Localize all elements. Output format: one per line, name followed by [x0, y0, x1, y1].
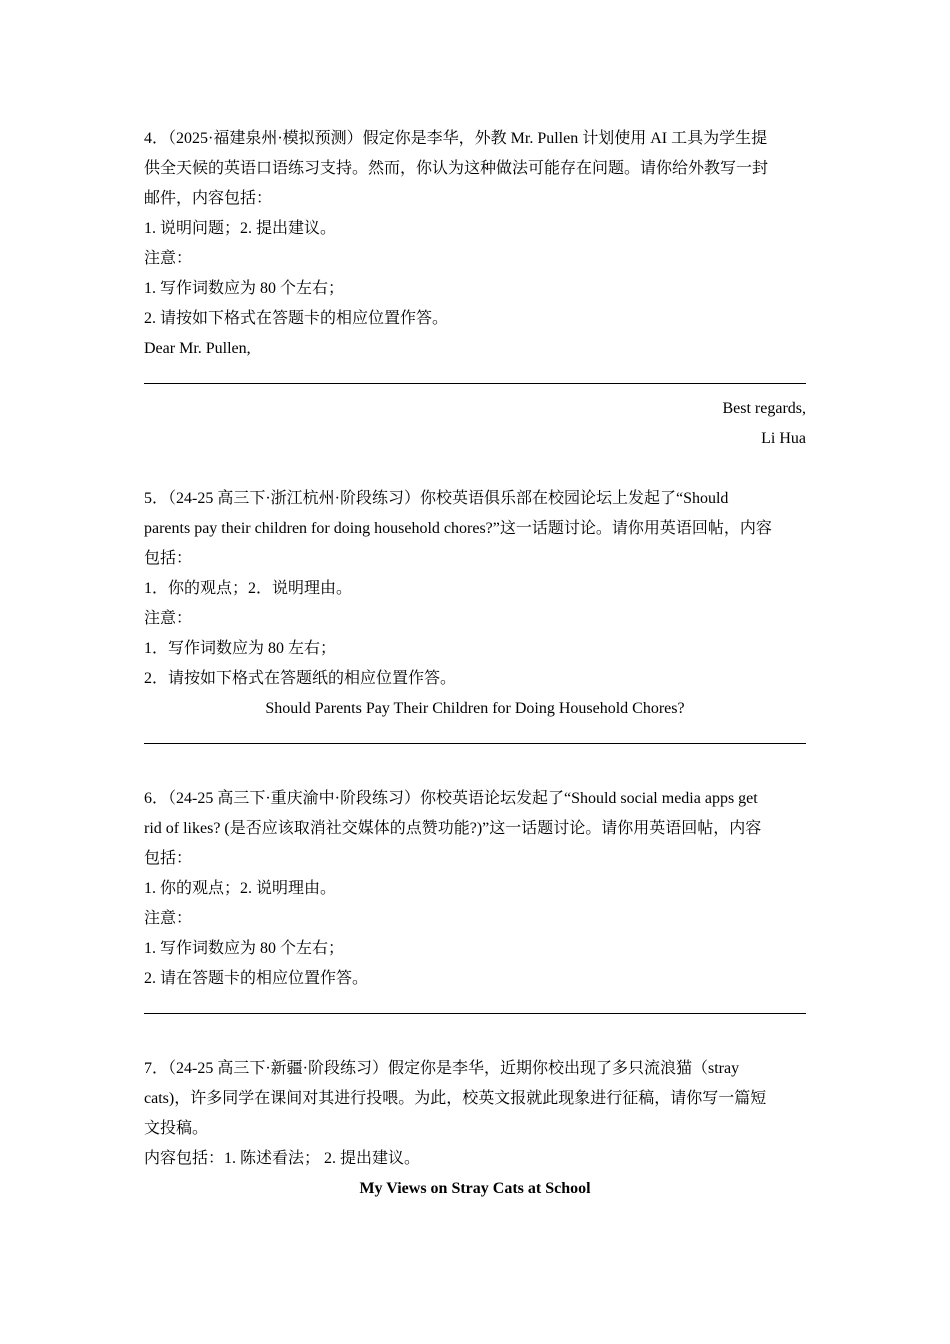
question-text-line: 1. 说明问题；2. 提出建议。: [144, 220, 337, 237]
closing: Best regards,: [722, 400, 806, 417]
question-text-line: 2. 请按如下格式在答题卡的相应位置作答。: [144, 310, 449, 327]
question-text-line: cats)，许多同学在课间对其进行投喂。为此，校英文报就此现象进行征稿，请你写一篇短: [144, 1090, 767, 1107]
question-text-line: 注意：: [144, 910, 193, 927]
question-text-line: 4．（2025·福建泉州·模拟预测）假定你是李华，外教 Mr. Pullen 计划使用 AI 工具为学生提: [144, 130, 768, 147]
question-text-line: 包括：: [144, 850, 193, 867]
question-text-line: 文投稿。: [144, 1120, 209, 1137]
question-text-line: 2．请按如下格式在答题纸的相应位置作答。: [144, 670, 457, 687]
question-text-line: 供全天候的英语口语练习支持。然而，你认为这种做法可能存在问题。请你给外教写一封: [144, 160, 769, 177]
question-text-line: 6．（24-25 高三下·重庆渝中·阶段练习）你校英语论坛发起了“Should social media apps get: [144, 790, 758, 807]
question-text-line: 1. 写作词数应为 80 个左右；: [144, 940, 345, 957]
salutation: Dear Mr. Pullen,: [144, 340, 251, 357]
question-text-line: 邮件，内容包括：: [144, 190, 273, 207]
question-text-line: 1．你的观点；2．说明理由。: [144, 580, 353, 597]
question-text-line: 5．（24-25 高三下·浙江杭州·阶段练习）你校英语俱乐部在校园论坛上发起了“Should: [144, 490, 729, 507]
question-text-line: 1. 你的观点；2. 说明理由。: [144, 880, 337, 897]
answer-line: [144, 994, 806, 1024]
question-6: [144, 784, 806, 1024]
question-text-line: 内容包括：1. 陈述看法； 2. 提出建议。: [144, 1150, 421, 1167]
question-text-line: 包括：: [144, 550, 193, 567]
question-7: [144, 1054, 806, 1204]
answer-line: [144, 364, 806, 394]
question-text-line: parents pay their children for doing household chores?”这一话题讨论。请你用英语回帖，内容: [144, 520, 772, 537]
question-4: [144, 124, 806, 454]
question-text-line: 注意：: [144, 610, 193, 627]
question-text-line: 1．写作词数应为 80 左右；: [144, 640, 337, 657]
question-text-line: rid of likes? (是否应该取消社交媒体的点赞功能?)”这一话题讨论。请你用英语回帖，内容: [144, 820, 762, 837]
answer-line: [144, 724, 806, 754]
question-text-line: 7．（24-25 高三下·新疆·阶段练习）假定你是李华，近期你校出现了多只流浪猫（stray: [144, 1060, 740, 1077]
signature: Li Hua: [761, 430, 806, 447]
essay-title: My Views on Stray Cats at School: [359, 1180, 591, 1197]
question-text-line: 2. 请在答题卡的相应位置作答。: [144, 970, 369, 987]
essay-title: Should Parents Pay Their Children for Doing Household Chores?: [265, 700, 685, 717]
question-text-line: 1. 写作词数应为 80 个左右；: [144, 280, 345, 297]
question-5: [144, 484, 806, 754]
page-content: [144, 124, 806, 1204]
question-text-line: 注意：: [144, 250, 193, 267]
